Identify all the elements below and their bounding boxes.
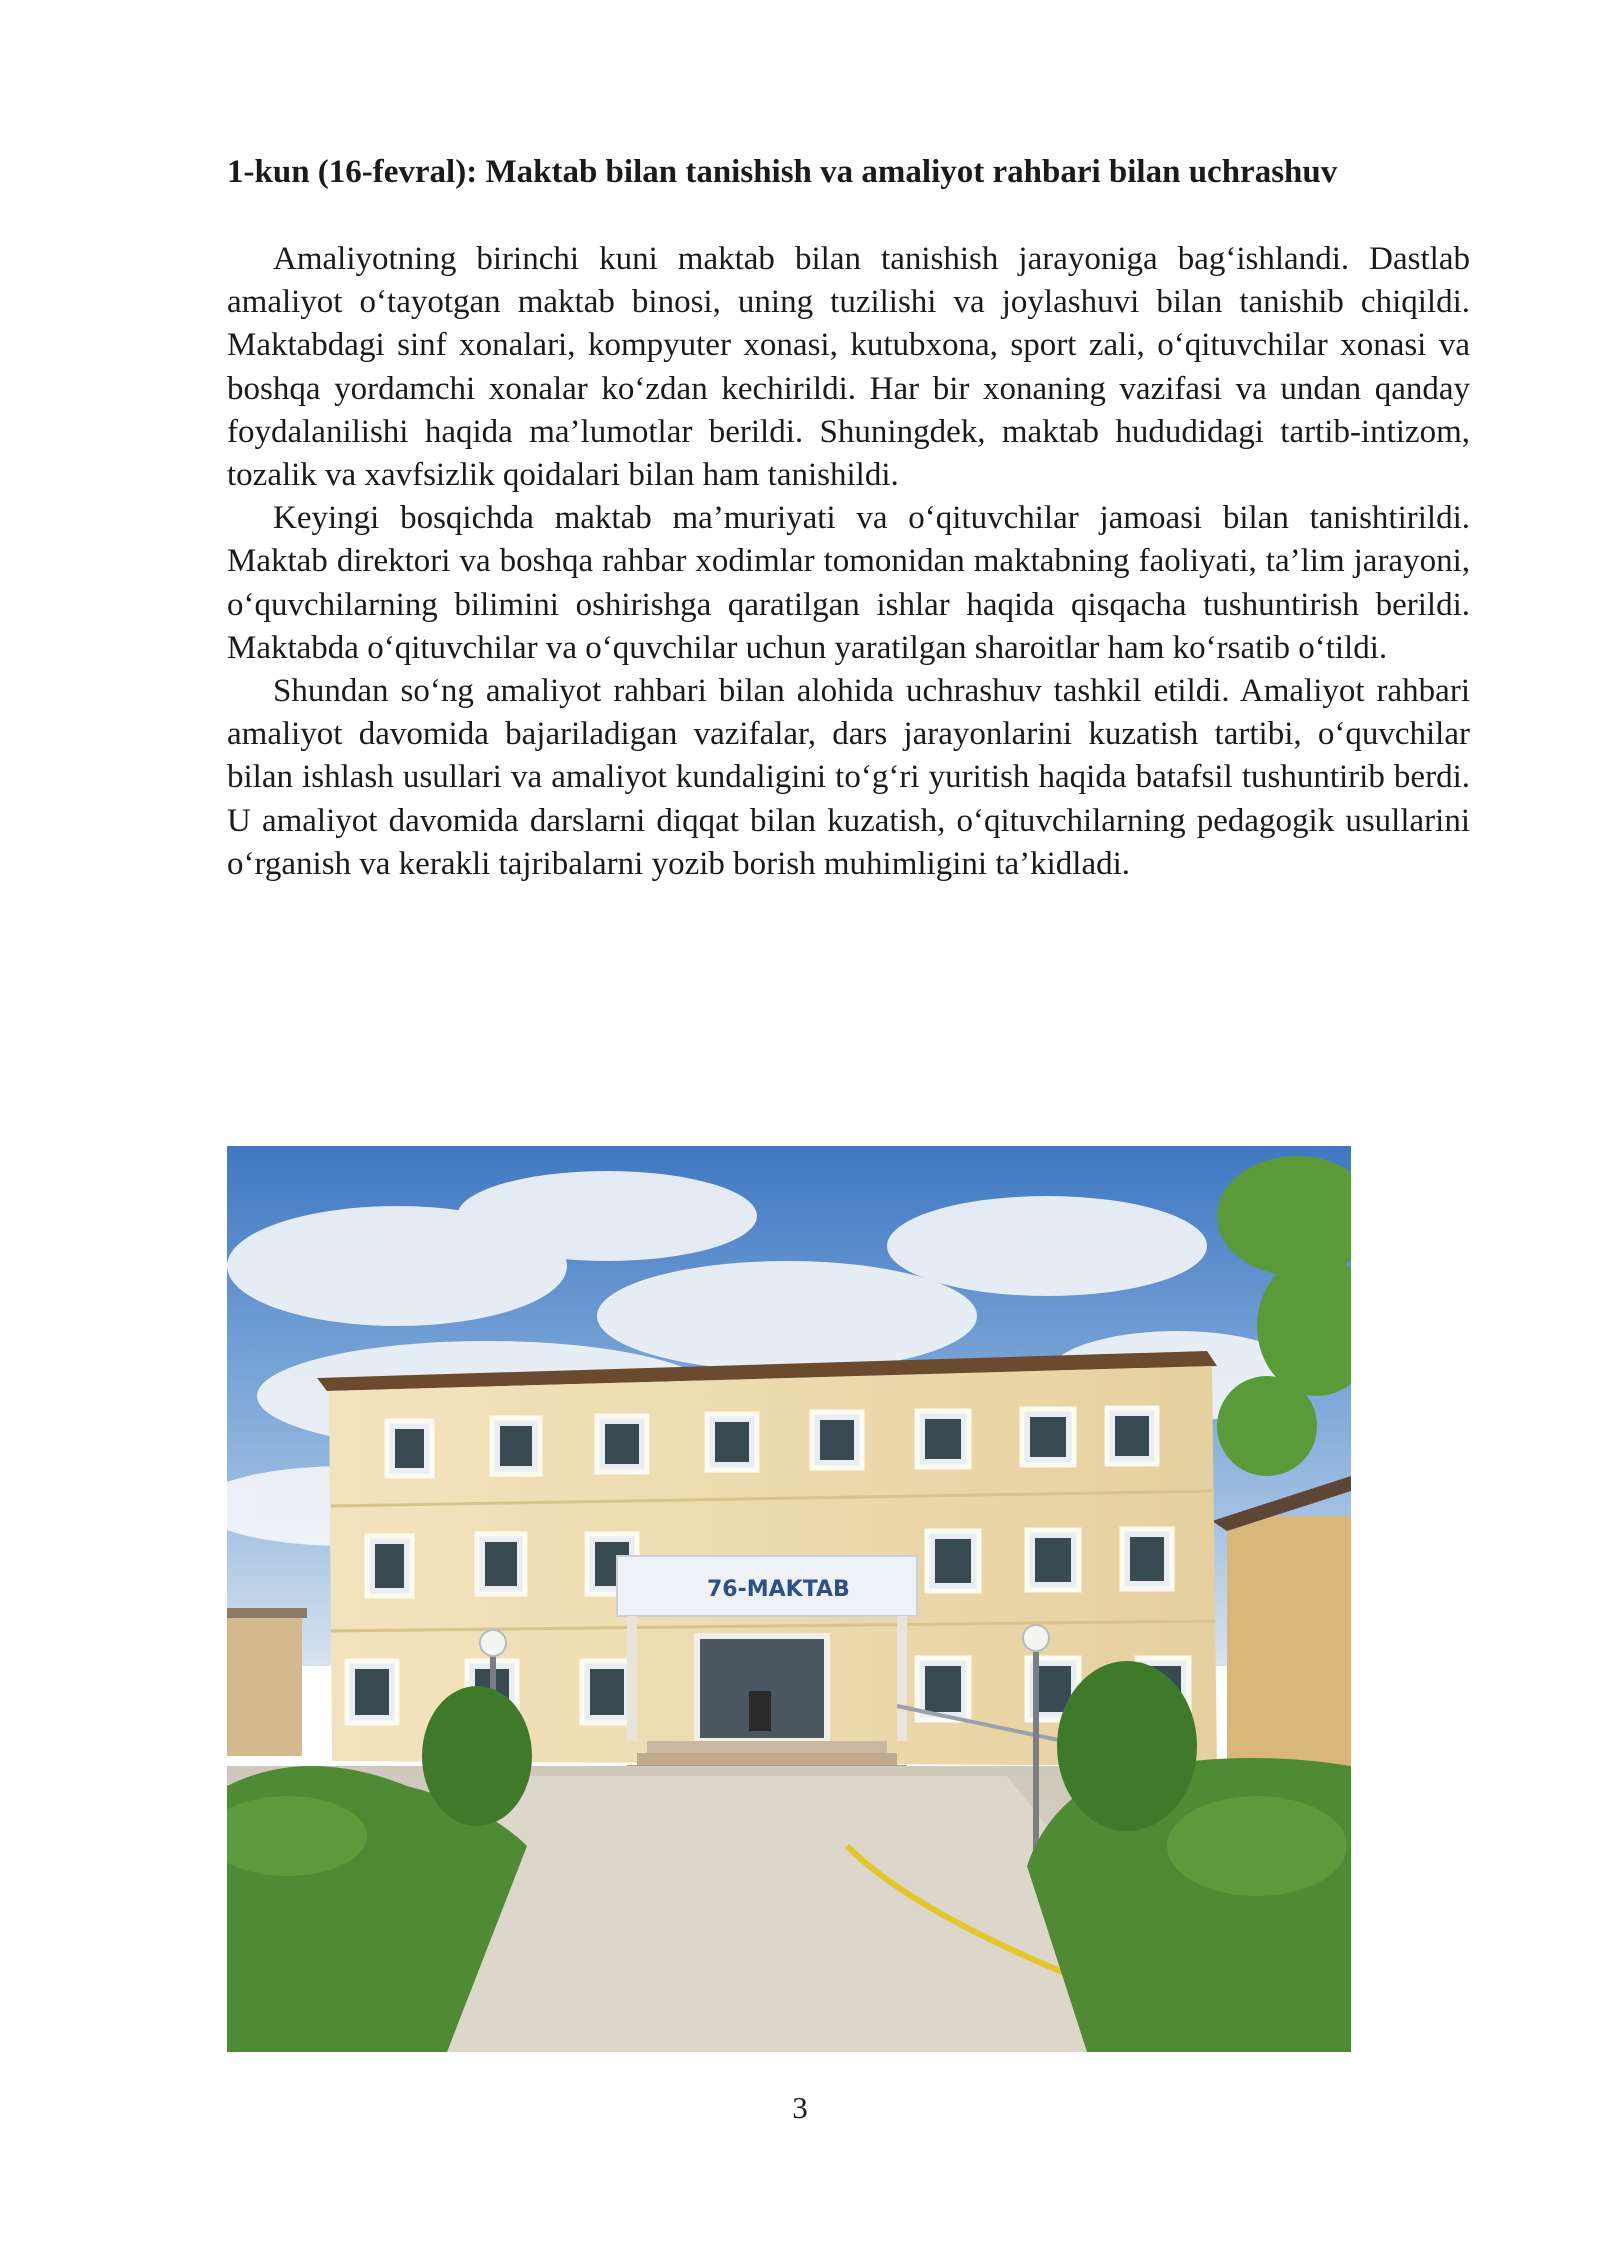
- paragraph: Shundan so‘ng amaliyot rahbari bilan alohida uchrashuv tashkil etildi. Amaliyot rahbari amaliyot davomida bajariladigan vazifalar, dars jarayonlarini kuzatish tartibi, o‘quvchilar bilan ishlash usullari va amaliyot kundaligini to‘g‘ri yuritish haqida batafsil tushuntirib berdi. U amaliyot davomida darslarni diqqat bilan kuzatish, o‘qituvchilarning pedagogik usullarini o‘rganish va kerakli tajribalarni yozib borish muhimligini ta’kidladi.: [227, 673, 1470, 882]
- page-number: 3: [792, 2090, 808, 2125]
- section-heading: 1-kun (16-fevral): Maktab bilan tanishish va amaliyot rahbari bilan uchrashuv: [227, 154, 1338, 190]
- side-building: [1227, 1516, 1351, 1776]
- school-building-photo: [227, 1146, 1351, 2052]
- body-text: [227, 238, 1470, 886]
- side-building: [227, 1616, 302, 1756]
- paragraph: Amaliyotning birinchi kuni maktab bilan tanishish jarayoniga bag‘ishlandi. Dastlab amaliyot o‘tayotgan maktab binosi, uning tuzilishi va joylashuvi bilan tanishib chiqildi. Maktabdagi sinf xonalari, kompyuter xonasi, kutubxona, sport zali, o‘qituvchilar xonasi va boshqa yordamchi xonalar ko‘zdan kechirildi. Har bir xonaning vazifasi va undan qanday foydalanilishi haqida ma’lumotlar berildi. Shuningdek, maktab hududidagi tartib-intizom, tozalik va xavfsizlik qoidalari bilan ham tanishildi.: [227, 241, 1470, 494]
- paragraph: Keyingi bosqichda maktab ma’muriyati va o‘qituvchilar jamoasi bilan tanishtirildi. Maktab direktori va boshqa rahbar xodimlar tomonidan maktabning faoliyati, ta’lim jarayoni, o‘quvchilarning bilimini oshirishga qaratilgan ishlar haqida qisqacha tushuntirish berildi. Maktabda o‘qituvchilar va o‘quvchilar uchun yaratilgan sharoitlar ham ko‘rsatib o‘tildi.: [227, 500, 1470, 666]
- school-sign: 76-MAKTAB: [707, 1577, 850, 1602]
